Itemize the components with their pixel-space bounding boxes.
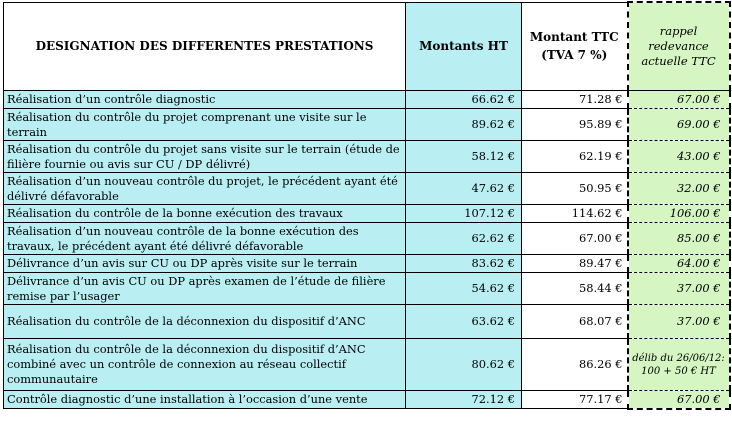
- row-designation: Contrôle diagnostic d’une installation à l’occasion d’une vente: [4, 391, 406, 409]
- row-designation: Réalisation du contrôle du projet sans visite sur le terrain (étude de filière fournie ou avis sur CU / DP délivré): [4, 141, 406, 173]
- row-designation: Délivrance d’un avis CU ou DP après examen de l’étude de filière remise par l’usager: [4, 273, 406, 305]
- table-row: [4, 109, 730, 141]
- table-row: [4, 141, 730, 173]
- row-designation: Réalisation du contrôle du projet comprenant une visite sur le terrain: [4, 109, 406, 141]
- header-rappel-redevance: [628, 2, 730, 91]
- table-row: [4, 223, 730, 255]
- row-designation: Délivrance d’un avis sur CU ou DP après visite sur le terrain: [4, 255, 406, 273]
- table-row: [4, 173, 730, 205]
- header-row: [4, 2, 730, 91]
- row-montant-ttc: 67.00 €: [522, 223, 628, 255]
- rappel-note-line2: 100 + 50 € HT: [641, 365, 716, 377]
- row-montant-ht: 58.12 €: [406, 141, 522, 173]
- row-montant-ttc: 114.62 €: [522, 205, 628, 223]
- row-montant-ttc: 89.47 €: [522, 255, 628, 273]
- header-rappel-line2: actuelle TTC: [641, 54, 716, 68]
- row-rappel: 43.00 €: [628, 141, 730, 173]
- table-row: [4, 205, 730, 223]
- row-designation: Réalisation d’un nouveau contrôle du projet, le précédent ayant été délivré défavorable: [4, 173, 406, 205]
- table-row: [4, 91, 730, 109]
- row-designation: Réalisation d’un contrôle diagnostic: [4, 91, 406, 109]
- table-row: [4, 305, 730, 339]
- header-montant-ttc: [522, 2, 628, 91]
- row-montant-ttc: 71.28 €: [522, 91, 628, 109]
- row-rappel: 64.00 €: [628, 255, 730, 273]
- table-row: [4, 255, 730, 273]
- row-designation: Réalisation du contrôle de la déconnexion du dispositif d’ANC: [4, 305, 406, 339]
- row-rappel-note: [628, 339, 730, 391]
- row-montant-ht: 66.62 €: [406, 91, 522, 109]
- rappel-note-line1: délib du 26/06/12:: [632, 352, 725, 364]
- row-montant-ttc: 62.19 €: [522, 141, 628, 173]
- row-rappel: 67.00 €: [628, 391, 730, 409]
- row-montant-ht: 47.62 €: [406, 173, 522, 205]
- tariff-table: [3, 1, 731, 410]
- row-montant-ttc: 50.95 €: [522, 173, 628, 205]
- row-rappel: 69.00 €: [628, 109, 730, 141]
- row-rappel: 85.00 €: [628, 223, 730, 255]
- row-montant-ttc: 86.26 €: [522, 339, 628, 391]
- row-montant-ttc: 58.44 €: [522, 273, 628, 305]
- row-designation: Réalisation d’un nouveau contrôle de la bonne exécution des travaux, le précédent ayant été délivré défavorable: [4, 223, 406, 255]
- row-designation: Réalisation du contrôle de la bonne exécution des travaux: [4, 205, 406, 223]
- row-montant-ht: 80.62 €: [406, 339, 522, 391]
- row-montant-ht: 62.62 €: [406, 223, 522, 255]
- row-designation: Réalisation du contrôle de la déconnexion du dispositif d’ANC combiné avec un contrôle de connexion au réseau collectif communautaire: [4, 339, 406, 391]
- header-designation: DESIGNATION DES DIFFERENTES PRESTATIONS: [4, 2, 406, 91]
- header-montant-ttc-line2: (TVA 7 %): [541, 48, 608, 63]
- row-montant-ht: 63.62 €: [406, 305, 522, 339]
- row-montant-ttc: 77.17 €: [522, 391, 628, 409]
- header-montants-ht: Montants HT: [406, 2, 522, 91]
- header-montant-ttc-line1: Montant TTC: [529, 30, 619, 45]
- row-rappel: 37.00 €: [628, 273, 730, 305]
- row-montant-ht: 83.62 €: [406, 255, 522, 273]
- row-montant-ttc: 68.07 €: [522, 305, 628, 339]
- row-montant-ht: 54.62 €: [406, 273, 522, 305]
- row-rappel: 37.00 €: [628, 305, 730, 339]
- row-rappel: 32.00 €: [628, 173, 730, 205]
- tariff-table-container: [3, 1, 729, 410]
- row-montant-ht: 107.12 €: [406, 205, 522, 223]
- row-montant-ttc: 95.89 €: [522, 109, 628, 141]
- row-rappel: 106.00 €: [628, 205, 730, 223]
- table-row: [4, 339, 730, 391]
- header-rappel-line1: rappel redevance: [648, 24, 709, 53]
- row-montant-ht: 72.12 €: [406, 391, 522, 409]
- row-rappel: 67.00 €: [628, 91, 730, 109]
- table-row: [4, 273, 730, 305]
- row-montant-ht: 89.62 €: [406, 109, 522, 141]
- table-row: [4, 391, 730, 409]
